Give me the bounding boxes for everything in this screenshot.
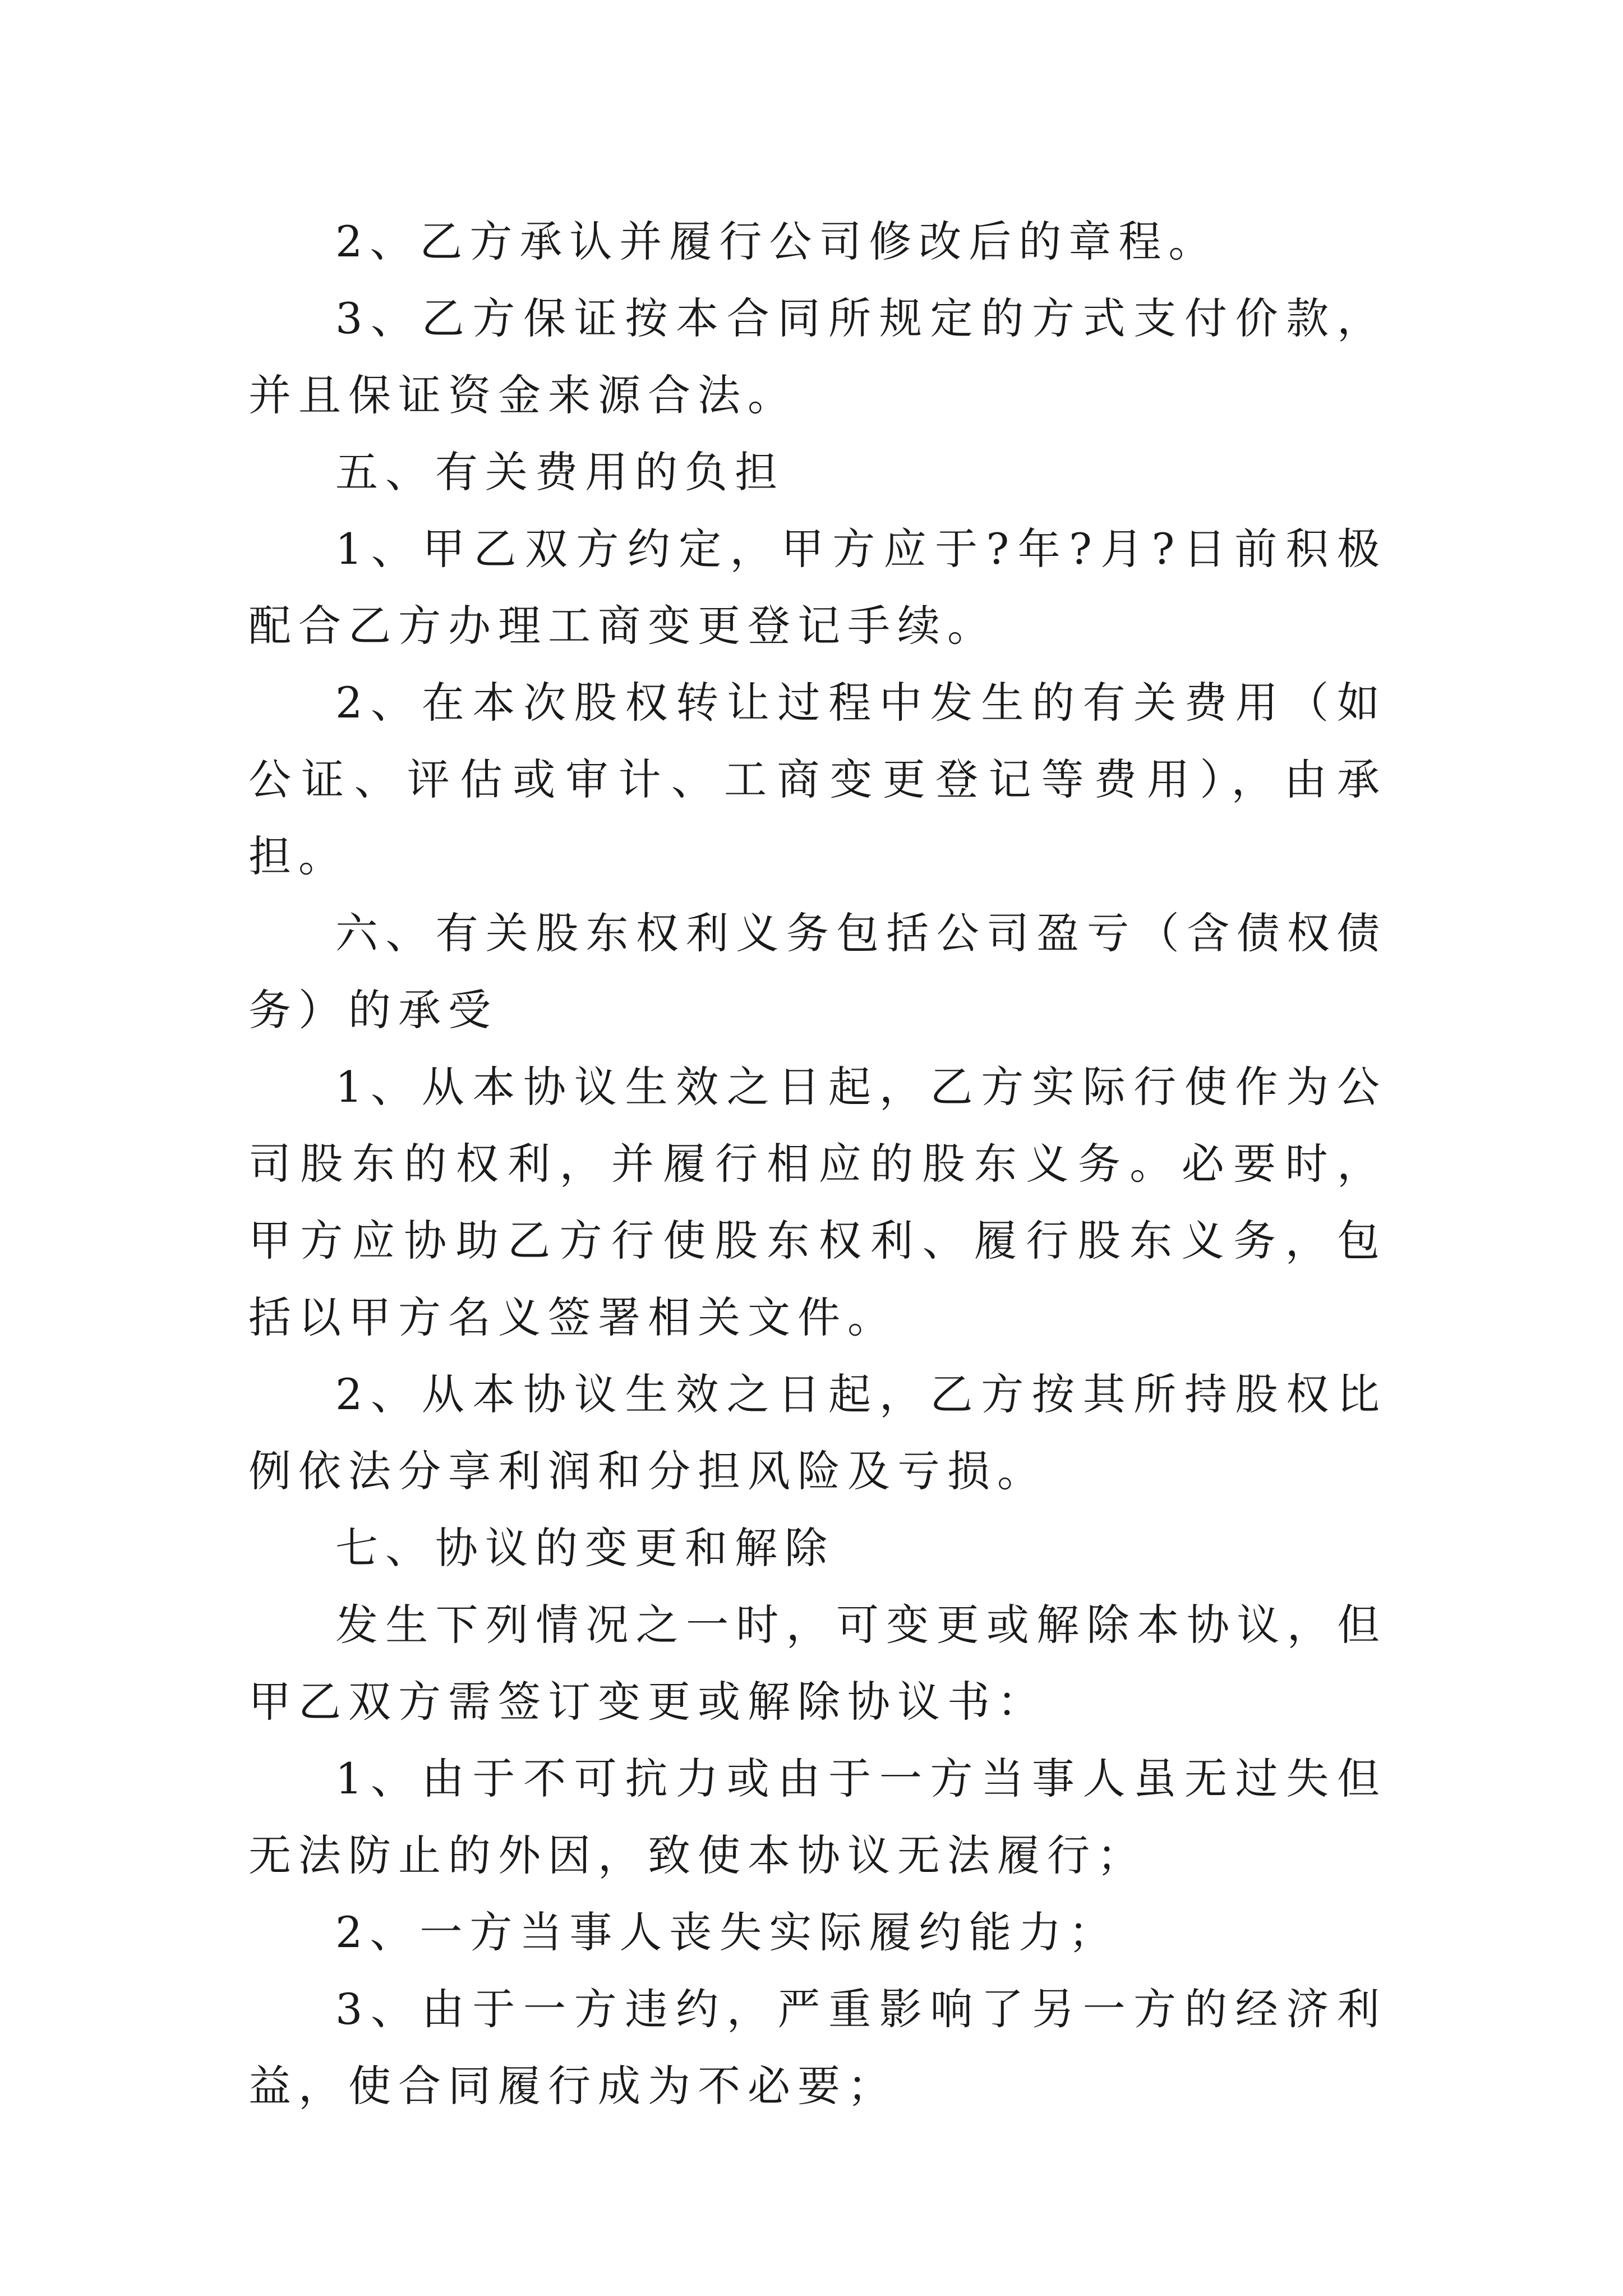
- paragraph-clause-5-2: 2、在本次股权转让过程中发生的有关费用（如公证、评估或审计、工商变更登记等费用），由承担。: [248, 678, 1387, 881]
- section-heading-7: 七、协议的变更和解除: [335, 1523, 834, 1573]
- paragraph-clause-6-1: 1、从本协议生效之日起，乙方实际行使作为公司股东的权利，并履行相应的股东义务。必要时，甲方应协助乙方行使股东权利、履行股东义务，包括以甲方名义签署相关文件。: [248, 1062, 1387, 1342]
- section-heading-6: 六、有关股东权利义务包括公司盈亏（含债权债务）的承受: [248, 908, 1387, 1035]
- document-body: [248, 203, 1387, 2124]
- paragraph-section-7-intro: 发生下列情况之一时，可变更或解除本协议，但甲乙双方需签订变更或解除协议书：: [248, 1600, 1387, 1727]
- paragraph-clause-4-3: 3、乙方保证按本合同所规定的方式支付价款，并且保证资金来源合法。: [248, 293, 1387, 420]
- paragraph-clause-7-1: 1、由于不可抗力或由于一方当事人虽无过失但无法防止的外因，致使本协议无法履行；: [248, 1754, 1387, 1880]
- paragraph-clause-7-3: 3、由于一方违约，严重影响了另一方的经济利益，使合同履行成为不必要；: [248, 1984, 1387, 2111]
- paragraph-clause-5-1: 1、甲乙双方约定，甲方应于?年?月?日前积极配合乙方办理工商变更登记手续。: [248, 524, 1387, 651]
- paragraph-clause-7-2: 2、一方当事人丧失实际履约能力；: [335, 1907, 1119, 1957]
- paragraph-clause-6-2: 2、从本协议生效之日起，乙方按其所持股权比例依法分享利润和分担风险及亏损。: [248, 1369, 1387, 1496]
- section-heading-5: 五、有关费用的负担: [335, 447, 785, 497]
- paragraph-clause-4-2: 2、乙方承认并履行公司修改后的章程。: [335, 217, 1219, 266]
